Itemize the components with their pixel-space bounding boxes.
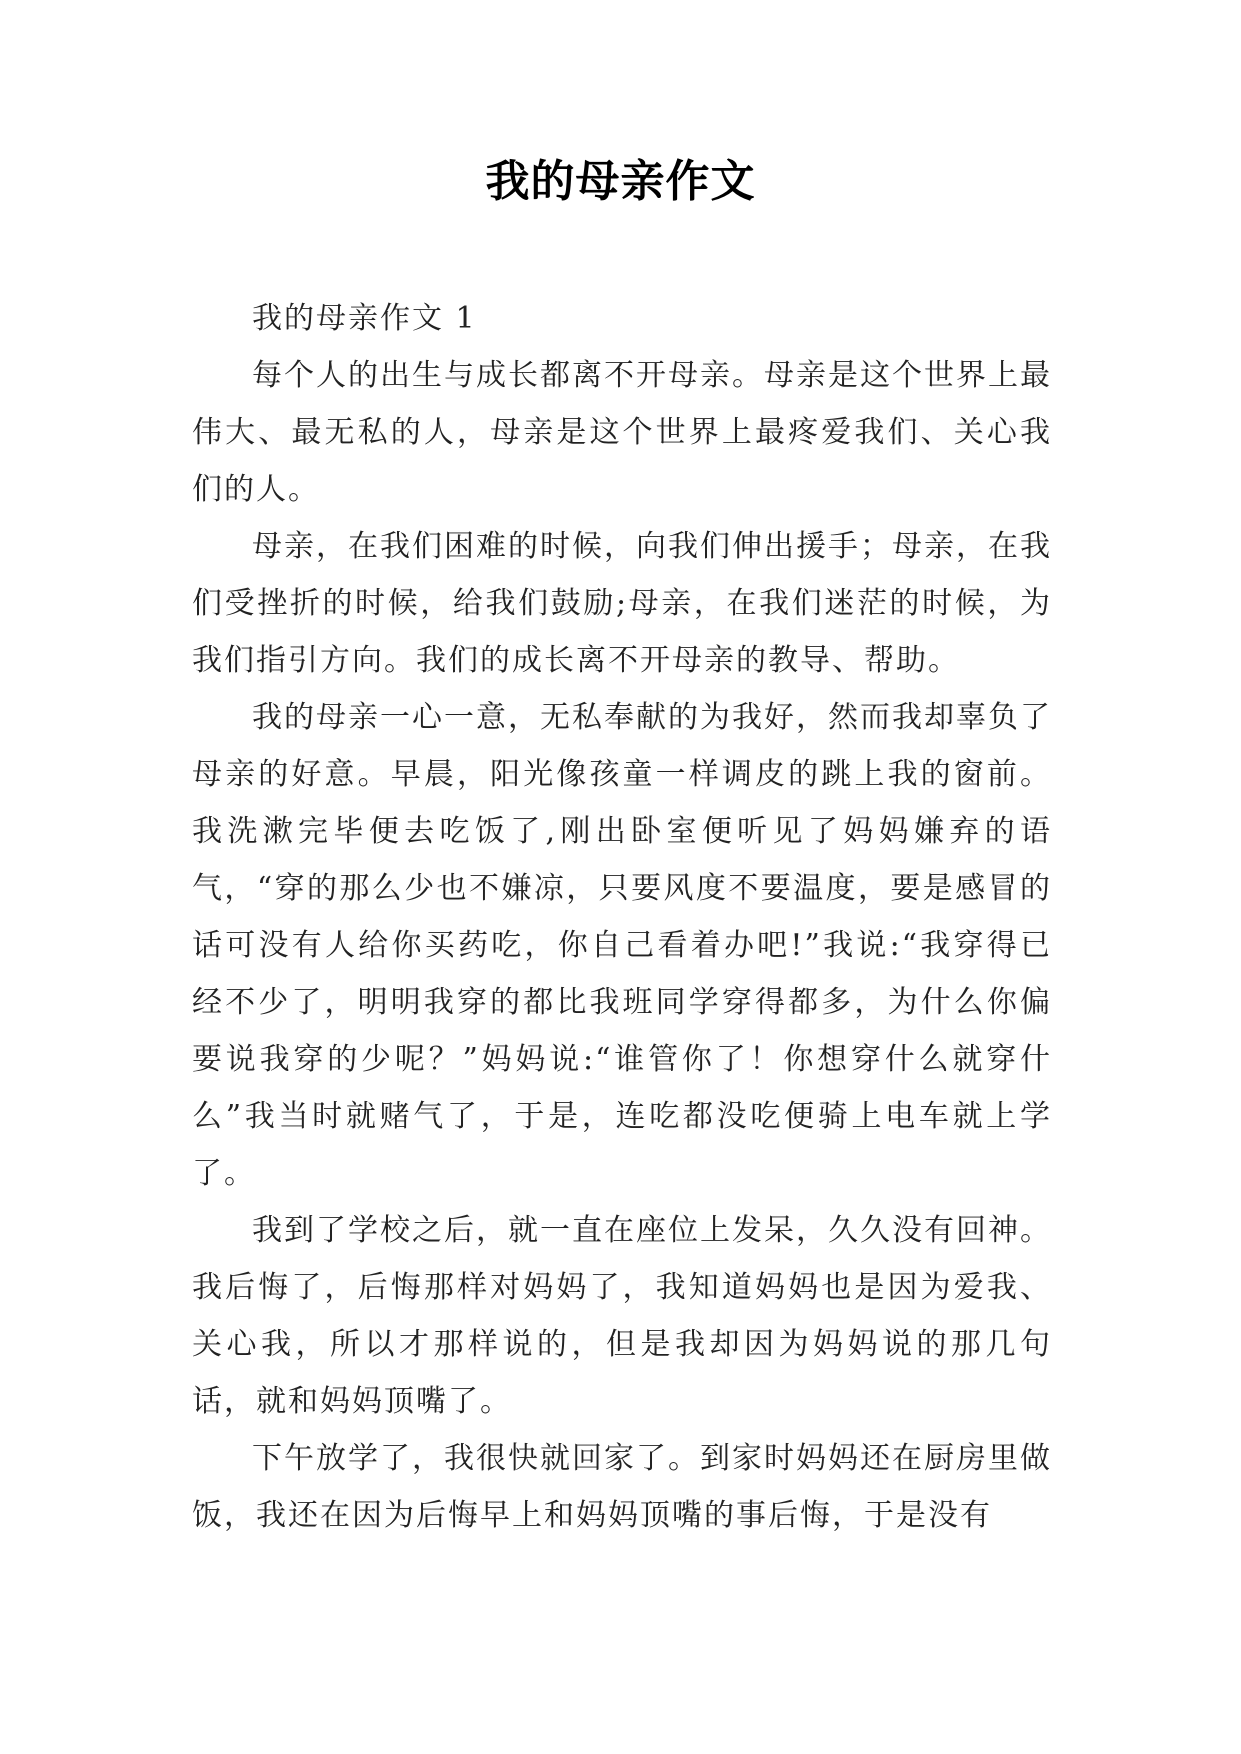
paragraph: 我到了学校之后，就一直在座位上发呆，久久没有回神。我后悔了，后悔那样对妈妈了，我知道妈妈也是因为爱我、关心我，所以才那样说的，但是我却因为妈妈说的那几句话，就和妈妈顶嘴了。 (192, 1213, 1052, 1419)
document-body (192, 290, 1052, 1544)
paragraph: 下午放学了，我很快就回家了。到家时妈妈还在厨房里做饭，我还在因为后悔早上和妈妈顶嘴的事后悔，于是没有 (192, 1441, 1052, 1533)
paragraph: 我的母亲一心一意，无私奉献的为我好，然而我却辜负了母亲的好意。早晨，阳光像孩童一样调皮的跳上我的窗前。我洗漱完毕便去吃饭了,刚出卧室便听见了妈妈嫌弃的语气，“穿的那么少也不嫌凉，只要风度不要温度，要是感冒的话可没有人给你买药吃，你自己看着办吧!”我说:“我穿得已经不少了，明明我穿的都比我班同学穿得都多，为什么你偏要说我穿的少呢？”妈妈说:“谁管你了！你想穿什么就穿什么”我当时就赌气了，于是，连吃都没吃便骑上电车就上学了。 (192, 700, 1052, 1191)
paragraph: 每个人的出生与成长都离不开母亲。母亲是这个世界上最伟大、最无私的人，母亲是这个世界上最疼爱我们、关心我们的人。 (192, 358, 1052, 507)
paragraph: 母亲，在我们困难的时候，向我们伸出援手；母亲，在我们受挫折的时候，给我们鼓励;母亲，在我们迷茫的时候，为我们指引方向。我们的成长离不开母亲的教导、帮助。 (192, 529, 1052, 678)
paragraph-heading: 我的母亲作文 1 (252, 301, 477, 336)
document-title: 我的母亲作文 (485, 156, 756, 207)
